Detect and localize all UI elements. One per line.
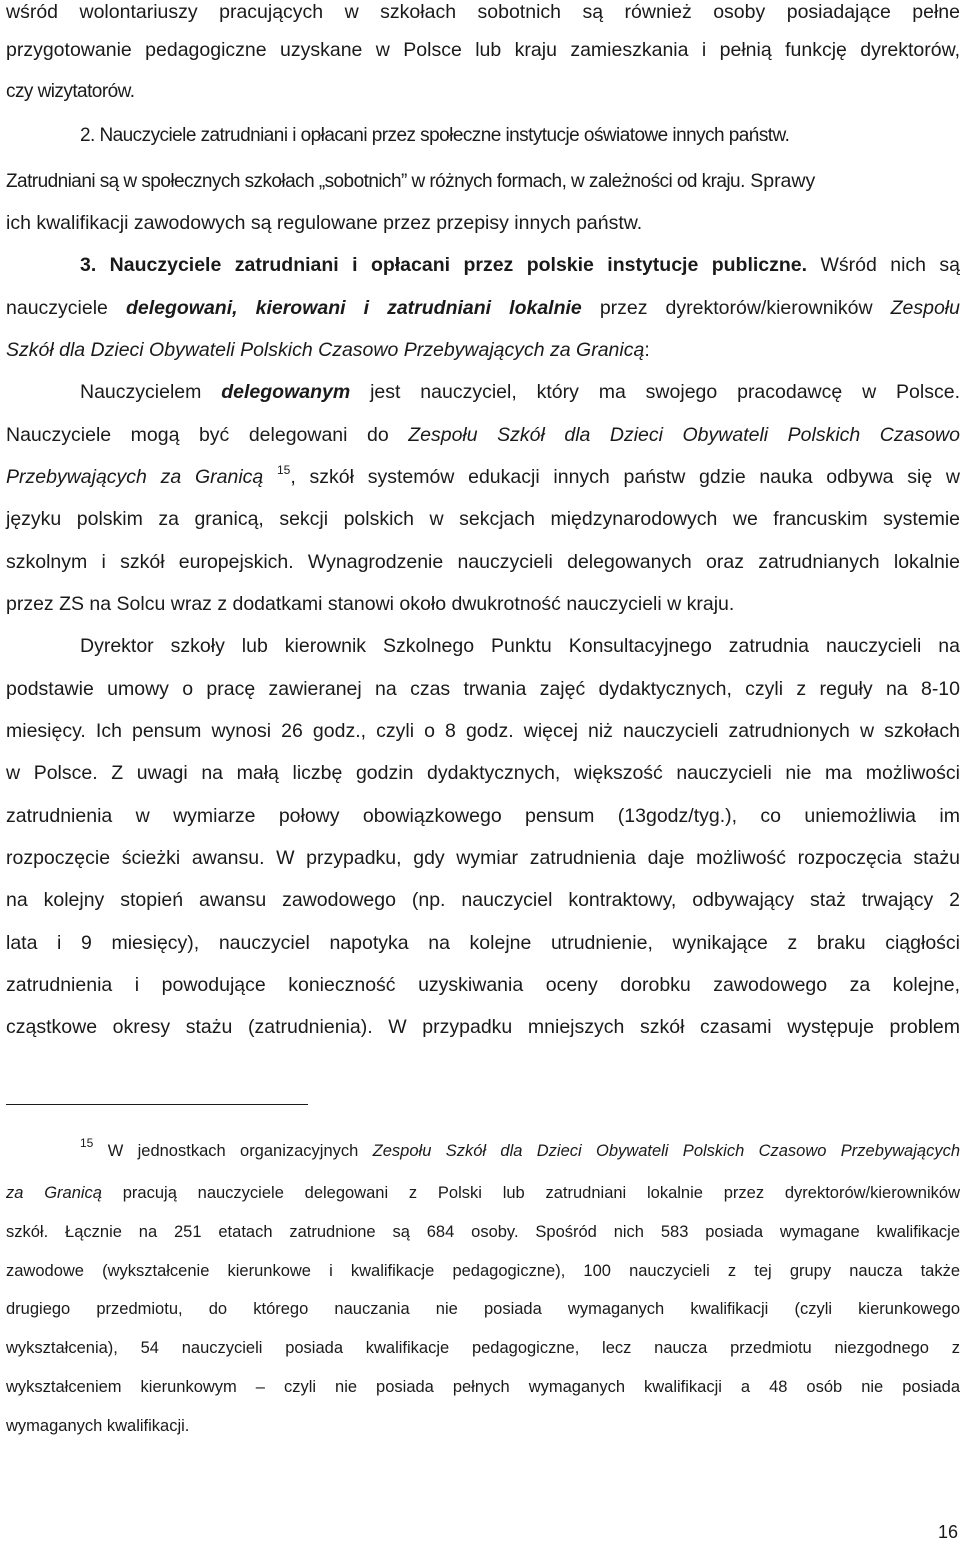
paragraph-line: Przebywających za Granicą $^{15}$, szkół systemów edukacji innych państw gdzie nauka odbywa się w [6,463,960,488]
paragraph-line: języku polskim za granicą, sekcji polskich w sekcjach międzynarodowych we francuskim systemie [6,508,960,530]
page-number: 16 [937,1522,958,1542]
paragraph-line: Nauczyciele mogą być delegowani do Zespołu Szkół dla Dzieci Obywateli Polskich Czasowo [6,424,960,446]
paragraph-line: wśród wolontariuszy pracujących w szkołach sobotnich są również osoby posiadające pełne [6,1,960,23]
paragraph-line: Dyrektor szkoły lub kierownik Szkolnego Punktu Konsultacyjnego zatrudnia nauczycieli na [80,635,960,657]
section-heading: 2. Nauczyciele zatrudniani i opłacani przez społeczne instytucje oświatowe innych państw. [80,125,790,146]
footnote-separator [6,1104,308,1105]
paragraph-line: zatrudnienia i powodujące konieczność uzyskiwania oceny dorobku zawodowego za kolejne, [6,974,960,996]
paragraph-line: w Polsce. Z uwagi na małą liczbę godzin dydaktycznych, większość nauczycieli nie ma możliwości [6,762,960,784]
footnote-line: zawodowe (wykształcenie kierunkowe i kwalifikacje pedagogiczne), 100 nauczycieli z tej grupy naucza także [6,1262,960,1280]
paragraph-line: 3. Nauczyciele zatrudniani i opłacani przez polskie instytucje publiczne. Wśród nich są [80,254,960,276]
footnote-line: szkół. Łącznie na 251 etatach zatrudnione są 684 osoby. Spośród nich 583 posiada wymagane kwalifikacje [6,1223,960,1241]
paragraph-line: Nauczycielem delegowanym jest nauczyciel, który ma swojego pracodawcę w Polsce. [80,381,960,403]
footnote-line: $^{15}$ W jednostkach organizacyjnych Zespołu Szkół dla Dzieci Obywateli Polskich Czasowo Przebywających [80,1136,960,1160]
paragraph-line: Szkół dla Dzieci Obywateli Polskich Czasowo Przebywających za Granicą: [6,339,650,361]
footnote-reference[interactable]: 15 [277,463,291,477]
paragraph-line: czy wizytatorów. [6,81,135,102]
footnote-line: wymaganych kwalifikacji. [6,1417,190,1435]
footnote-line: za Granicą pracują nauczyciele delegowani z Polski lub zatrudniani lokalnie przez dyrektorów/kierowników [6,1184,960,1202]
paragraph-line: nauczyciele delegowani, kierowani i zatrudniani lokalnie przez dyrektorów/kierowników Zespołu [6,297,960,319]
paragraph-line: Zatrudniani są w społecznych szkołach „sobotnich” w różnych formach, w zależności od kraju. Sprawy [6,170,816,192]
footnote-line: wykształcenia), 54 nauczycieli posiada kwalifikacje pedagogiczne, lecz naucza przedmiotu niezgodnego z [6,1339,960,1357]
footnote-line: drugiego przedmiotu, do którego nauczania nie posiada wymaganych kwalifikacji (czyli kierunkowego [6,1300,960,1318]
paragraph-line: miesięcy. Ich pensum wynosi 26 godz., czyli o 8 godz. więcej niż nauczycieli zatrudnionych w szkołach [6,720,960,742]
paragraph-line: cząstkowe okresy stażu (zatrudnienia). W przypadku mniejszych szkół czasami występuje problem [6,1016,960,1038]
paragraph-line: na kolejny stopień awansu zawodowego (np. nauczyciel kontraktowy, odbywający staż trwający 2 [6,889,960,911]
paragraph-line: zatrudnienia w wymiarze połowy obowiązkowego pensum (13godz/tyg.), co uniemożliwia im [6,805,960,827]
section-heading: 3. Nauczyciele zatrudniani i opłacani przez polskie instytucje publiczne. [80,254,808,276]
paragraph-line: ich kwalifikacji zawodowych są regulowane przez przepisy innych państw. [6,212,643,234]
paragraph-line: przygotowanie pedagogiczne uzyskane w Polsce lub kraju zamieszkania i pełnią funkcję dyrektorów, [6,39,960,61]
paragraph-line: podstawie umowy o pracę zawieranej na czas trwania zajęć dydaktycznych, czyli z reguły na 8-10 [6,678,960,700]
paragraph-line: przez ZS na Solcu wraz z dodatkami stanowi około dwukrotność nauczycieli w kraju. [6,593,735,615]
paragraph-line: rozpoczęcie ścieżki awansu. W przypadku, gdy wymiar zatrudnienia daje możliwość rozpoczęcia stażu [6,847,960,869]
paragraph-line: lata i 9 miesięcy), nauczyciel napotyka na kolejne utrudnienie, wynikające z braku ciągłości [6,932,960,954]
footnote-line: wykształceniem kierunkowym – czyli nie posiada pełnych wymaganych kwalifikacji a 48 osób nie posiada [6,1378,960,1396]
footnote-number: 15 [80,1136,94,1150]
paragraph-line: szkolnym i szkół europejskich. Wynagrodzenie nauczycieli delegowanych oraz zatrudnianych lokalnie [6,551,960,573]
